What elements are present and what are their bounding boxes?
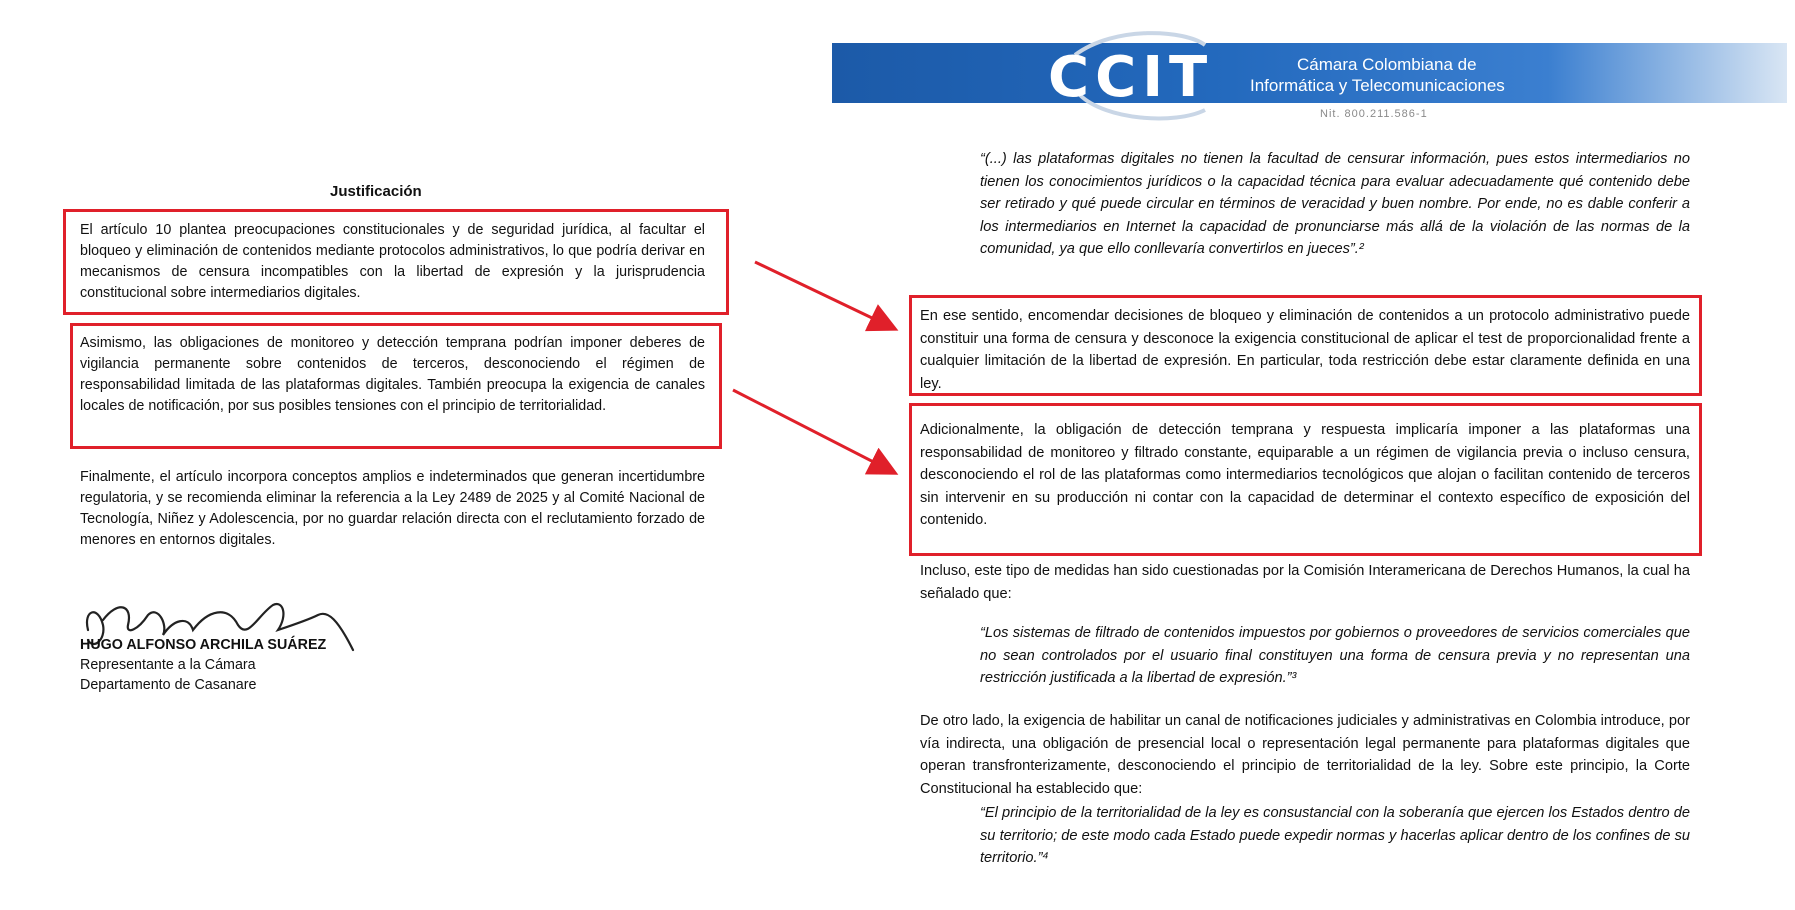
right-quote-3: “El principio de la territorialidad de la ley es consustancial con la soberanía que ejercen los Estados dentro de su territorio; de este modo cada Estado puede expedir normas y hacerlas aplicar dentro de los confines de su territorio.”⁴ [980, 805, 1690, 866]
org-name-line2: Informática y Telecomunicaciones [1250, 76, 1505, 95]
org-name-line1: Cámara Colombiana de [1297, 55, 1477, 74]
right-paragraph-3: Incluso, este tipo de medidas han sido cuestionadas por la Comisión Interamericana de Derechos Humanos, la cual ha señalado que: [920, 563, 1690, 602]
arrow-1 [755, 262, 893, 328]
right-quote-2: “Los sistemas de filtrado de contenidos impuestos por gobiernos o proveedores de servicios comerciales que no sean controlados por el usuario final constituyen una forma de censura previa y no representan una restricción justificada a la libertad de expresión.”³ [980, 625, 1690, 686]
section-heading: Justificación [330, 183, 422, 200]
left-paragraph-2: Asimismo, las obligaciones de monitoreo y detección temprana podrían imponer deberes de vigilancia permanente sobre contenidos de terceros, desconociendo el régimen de responsabilidad limitada de las plataformas digitales. También preocupa la exigencia de canales locales de notificación, por sus posibles tensiones con el principio de territorialidad. [80, 335, 705, 414]
signatory-department: Departamento de Casanare [80, 677, 257, 693]
right-paragraph-4: De otro lado, la exigencia de habilitar un canal de notificaciones judiciales y administrativas en Colombia introduce, por vía indirecta, una obligación de presencial local o representación legal permanente para plataformas digitales que operan transfronterizamente, desconociendo el principio de territorialidad de la ley. Sobre este principio, la Corte Constitucional ha establecido que: [920, 713, 1690, 797]
nit-number: Nit. 800.211.586-1 [1320, 108, 1428, 120]
left-paragraph-3: Finalmente, el artículo incorpora conceptos amplios e indeterminados que generan incertidumbre regulatoria, y se recomienda eliminar la referencia a la Ley 2489 de 2025 y al Comité Nacional de Tecnología, Niñez y Adolescencia, por no guardar relación directa con el reclutamiento forzado de menores en entornos digitales. [80, 469, 705, 548]
arrow-2 [733, 390, 893, 472]
signatory-name: HUGO ALFONSO ARCHILA SUÁREZ [80, 637, 327, 653]
right-quote-1: “(...) las plataformas digitales no tienen la facultad de censurar información, pues estos intermediarios no tienen los conocimientos jurídicos o la capacidad técnica para evaluar adecuadamente qué contenido debe ser retirado y qué puede circular en términos de veracidad y buen nombre. Por ende, no es dable conferir a los intermediarios en Internet la capacidad de pronunciarse más allá de la violación de las normas de la comunidad, ya que ello conllevaría convertirlos en jueces”.² [980, 151, 1690, 257]
ccit-logo: CCIT [1048, 45, 1214, 110]
right-paragraph-2: Adicionalmente, la obligación de detección temprana y respuesta implicaría imponer a las plataformas una responsabilidad de monitoreo y filtrado constante, equiparable a un régimen de vigilancia previa o incluso censura, desconociendo el rol de las plataformas como intermediarios tecnológicos que alojan o facilitan contenido de terceros sin intervenir en su producción ni contar con la capacidad de determinar el contexto específico de exposición del contenido. [920, 422, 1690, 528]
left-paragraph-1: El artículo 10 plantea preocupaciones constitucionales y de seguridad jurídica, al facultar el bloqueo y eliminación de contenidos mediante protocolos administrativos, lo que podría derivar en mecanismos de censura incompatibles con la libertad de expresión y la jurisprudencia constitucional sobre intermediarios digitales. [80, 222, 705, 301]
signatory-title: Representante a la Cámara [80, 657, 256, 673]
right-paragraph-1: En ese sentido, encomendar decisiones de bloqueo y eliminación de contenidos a un protocolo administrativo puede constituir una forma de censura y desconoce la exigencia constitucional de aplicar el test de proporcionalidad frente a cualquier limitación de la libertad de expresión. En particular, toda restricción debe estar claramente definida en una ley. [920, 308, 1690, 392]
